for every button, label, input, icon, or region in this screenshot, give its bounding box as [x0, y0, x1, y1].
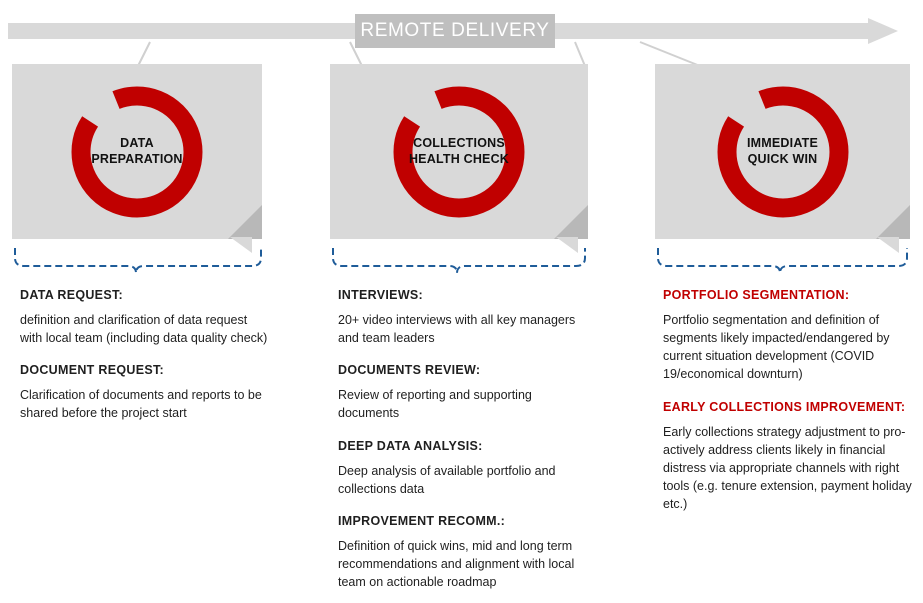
card-1-title-line2: PREPARATION	[91, 151, 183, 166]
donut-ring-2	[384, 77, 534, 227]
detail-text: Early collections strategy adjustment to pro-actively address clients likely in financial distress via appropriate channels with right tools (e.g. tenure extension, payment holiday etc.)	[663, 424, 912, 511]
detail-heading: DOCUMENT REQUEST:	[20, 363, 164, 378]
donut-ring-1	[62, 77, 212, 227]
detail-text: Deep analysis of available portfolio and collections data	[338, 463, 556, 496]
card-3-title-line2: QUICK WIN	[747, 151, 818, 166]
card-2-title-line2: HEALTH CHECK	[408, 151, 510, 166]
detail-column-2	[338, 288, 590, 603]
stage-card-3	[655, 64, 910, 239]
detail-heading: IMPROVEMENT RECOMM.:	[338, 513, 506, 528]
page-fold-corner-2	[554, 205, 588, 239]
dashed-brace-2	[330, 248, 588, 274]
card-3-title-line1: IMMEDIATE	[746, 135, 818, 150]
card-3-title	[708, 77, 858, 227]
detail-heading: PORTFOLIO SEGMENTATION:	[663, 288, 850, 302]
donut-ring-3	[708, 77, 858, 227]
detail-text: Clarification of documents and reports to be shared before the project start	[20, 388, 262, 421]
dashed-brace-3	[655, 248, 910, 274]
stage-card-1	[12, 64, 262, 239]
detail-column-1	[20, 288, 272, 435]
detail-heading: EARLY COLLECTIONS IMPROVEMENT:	[663, 399, 906, 414]
card-2-title-line1: COLLECTIONS	[413, 135, 505, 150]
detail-heading: INTERVIEWS:	[338, 288, 424, 302]
detail-heading: DEEP DATA ANALYSIS:	[338, 438, 483, 453]
detail-text: definition and clarification of data request with local team (including data quality check)	[20, 313, 268, 346]
page-fold-corner-1	[228, 205, 262, 239]
detail-text: Review of reporting and supporting documents	[338, 388, 532, 421]
card-1-title	[62, 77, 212, 227]
detail-heading: DATA REQUEST:	[20, 288, 123, 302]
stage-card-2	[330, 64, 588, 239]
detail-text: Definition of quick wins, mid and long term recommendations and alignment with local team on actionable roadmap	[338, 538, 575, 589]
detail-text: 20+ video interviews with all key managers and team leaders	[338, 313, 576, 346]
dashed-brace-1	[12, 248, 264, 274]
banner-label: REMOTE DELIVERY	[355, 14, 555, 48]
card-2-title	[384, 77, 534, 227]
detail-heading: DOCUMENTS REVIEW:	[338, 363, 481, 378]
detail-text: Portfolio segmentation and definition of segments likely impacted/endangered by current situation development (COVID 19/economical downturn)	[663, 313, 890, 382]
page-fold-corner-3	[876, 205, 910, 239]
detail-column-3	[663, 288, 915, 525]
card-1-title-line1: DATA	[120, 135, 154, 150]
